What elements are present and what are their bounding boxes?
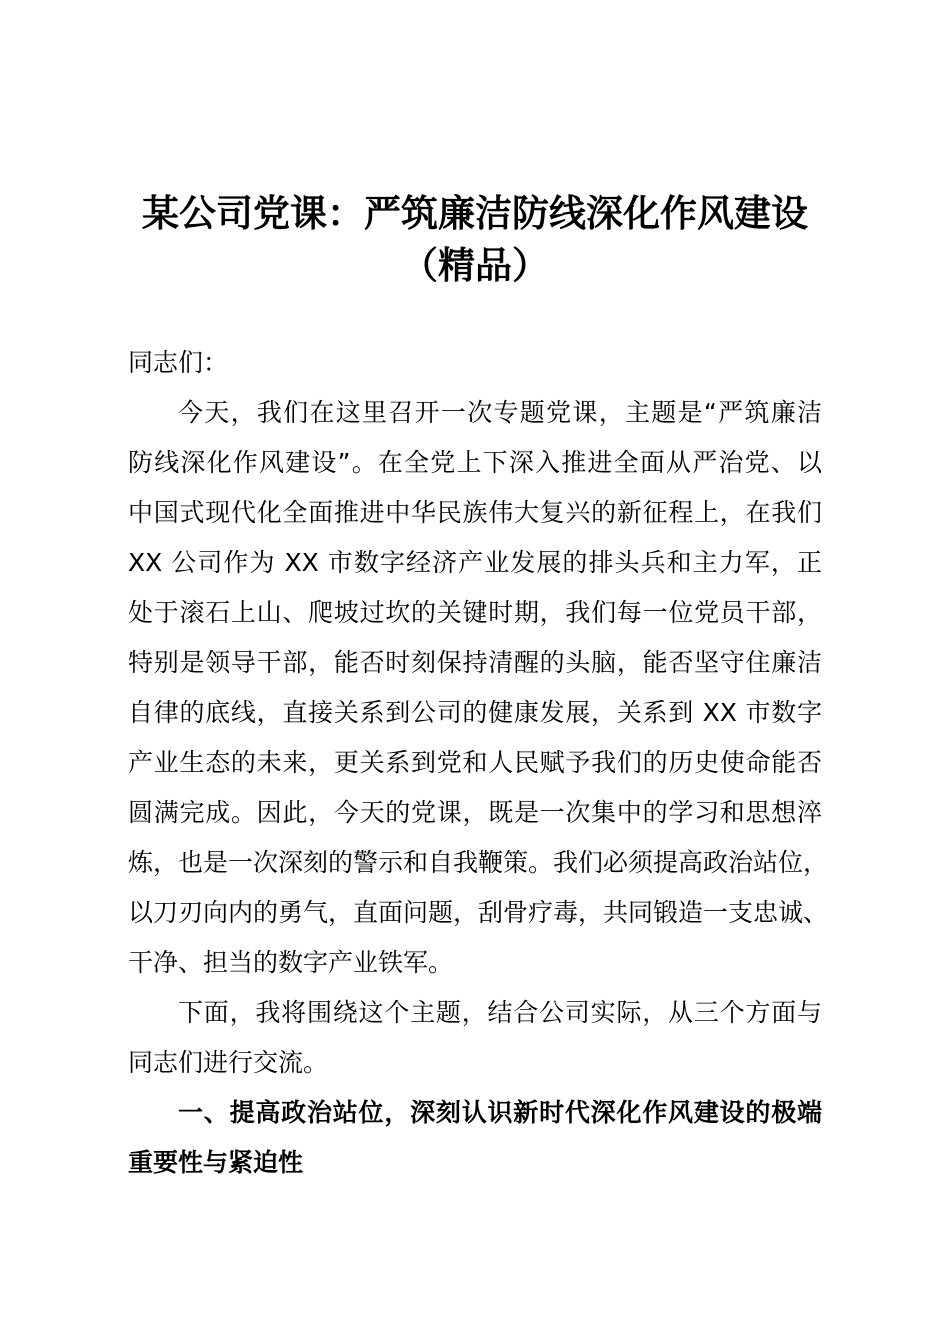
text-line: 同志们进行交流。 (128, 1048, 329, 1077)
text-line: 干净、担当的数字产业铁军。 (128, 948, 454, 977)
heading-line: 一、提高政治站位，深刻认识新时代深化作风建设的极端 (178, 1098, 822, 1127)
text-line: 炼，也是一次深刻的警示和自我鞭策。我们必须提高政治站位， (128, 848, 829, 877)
paragraph-outline (128, 988, 822, 1088)
heading-line: 重要性与紧迫性 (128, 1148, 304, 1177)
document-title-suffix: （精品） (401, 243, 549, 287)
text-line: 以刀刃向内的勇气，直面问题，刮骨疗毒，共同锻造一支忠诚、 (128, 898, 829, 927)
document-title: 某公司党课：严筑廉洁防线深化作风建设 (142, 191, 808, 235)
text-line: 防线深化作风建设”。在全党上下深入推进全面从严治党、以 (128, 448, 822, 477)
text-line: 圆满完成。因此，今天的党课，既是一次集中的学习和思想淬 (128, 798, 822, 827)
text-line: XX 公司作为 XX 市数字经济产业发展的排头兵和主力军，正 (128, 548, 822, 577)
section-heading-1 (128, 1088, 822, 1188)
document-body (128, 338, 829, 1188)
text-line: 下面，我将围绕这个主题，结合公司实际，从三个方面与 (178, 998, 822, 1027)
text-line: 特别是领导干部，能否时刻保持清醒的头脑，能否坚守住廉洁 (128, 648, 822, 677)
salutation: 同志们： (128, 348, 229, 377)
text-line: 处于滚石上山、爬坡过坎的关键时期，我们每一位党员干部， (128, 598, 822, 627)
text-line: 今天，我们在这里召开一次专题党课，主题是“严筑廉洁 (178, 398, 822, 427)
text-line: 中国式现代化全面推进中华民族伟大复兴的新征程上，在我们 (128, 498, 822, 527)
text-line: 产业生态的未来，更关系到党和人民赋予我们的历史使命能否 (128, 748, 822, 777)
paragraph-intro (128, 388, 829, 988)
text-line: 自律的底线，直接关系到公司的健康发展，关系到 XX 市数字 (128, 698, 822, 727)
